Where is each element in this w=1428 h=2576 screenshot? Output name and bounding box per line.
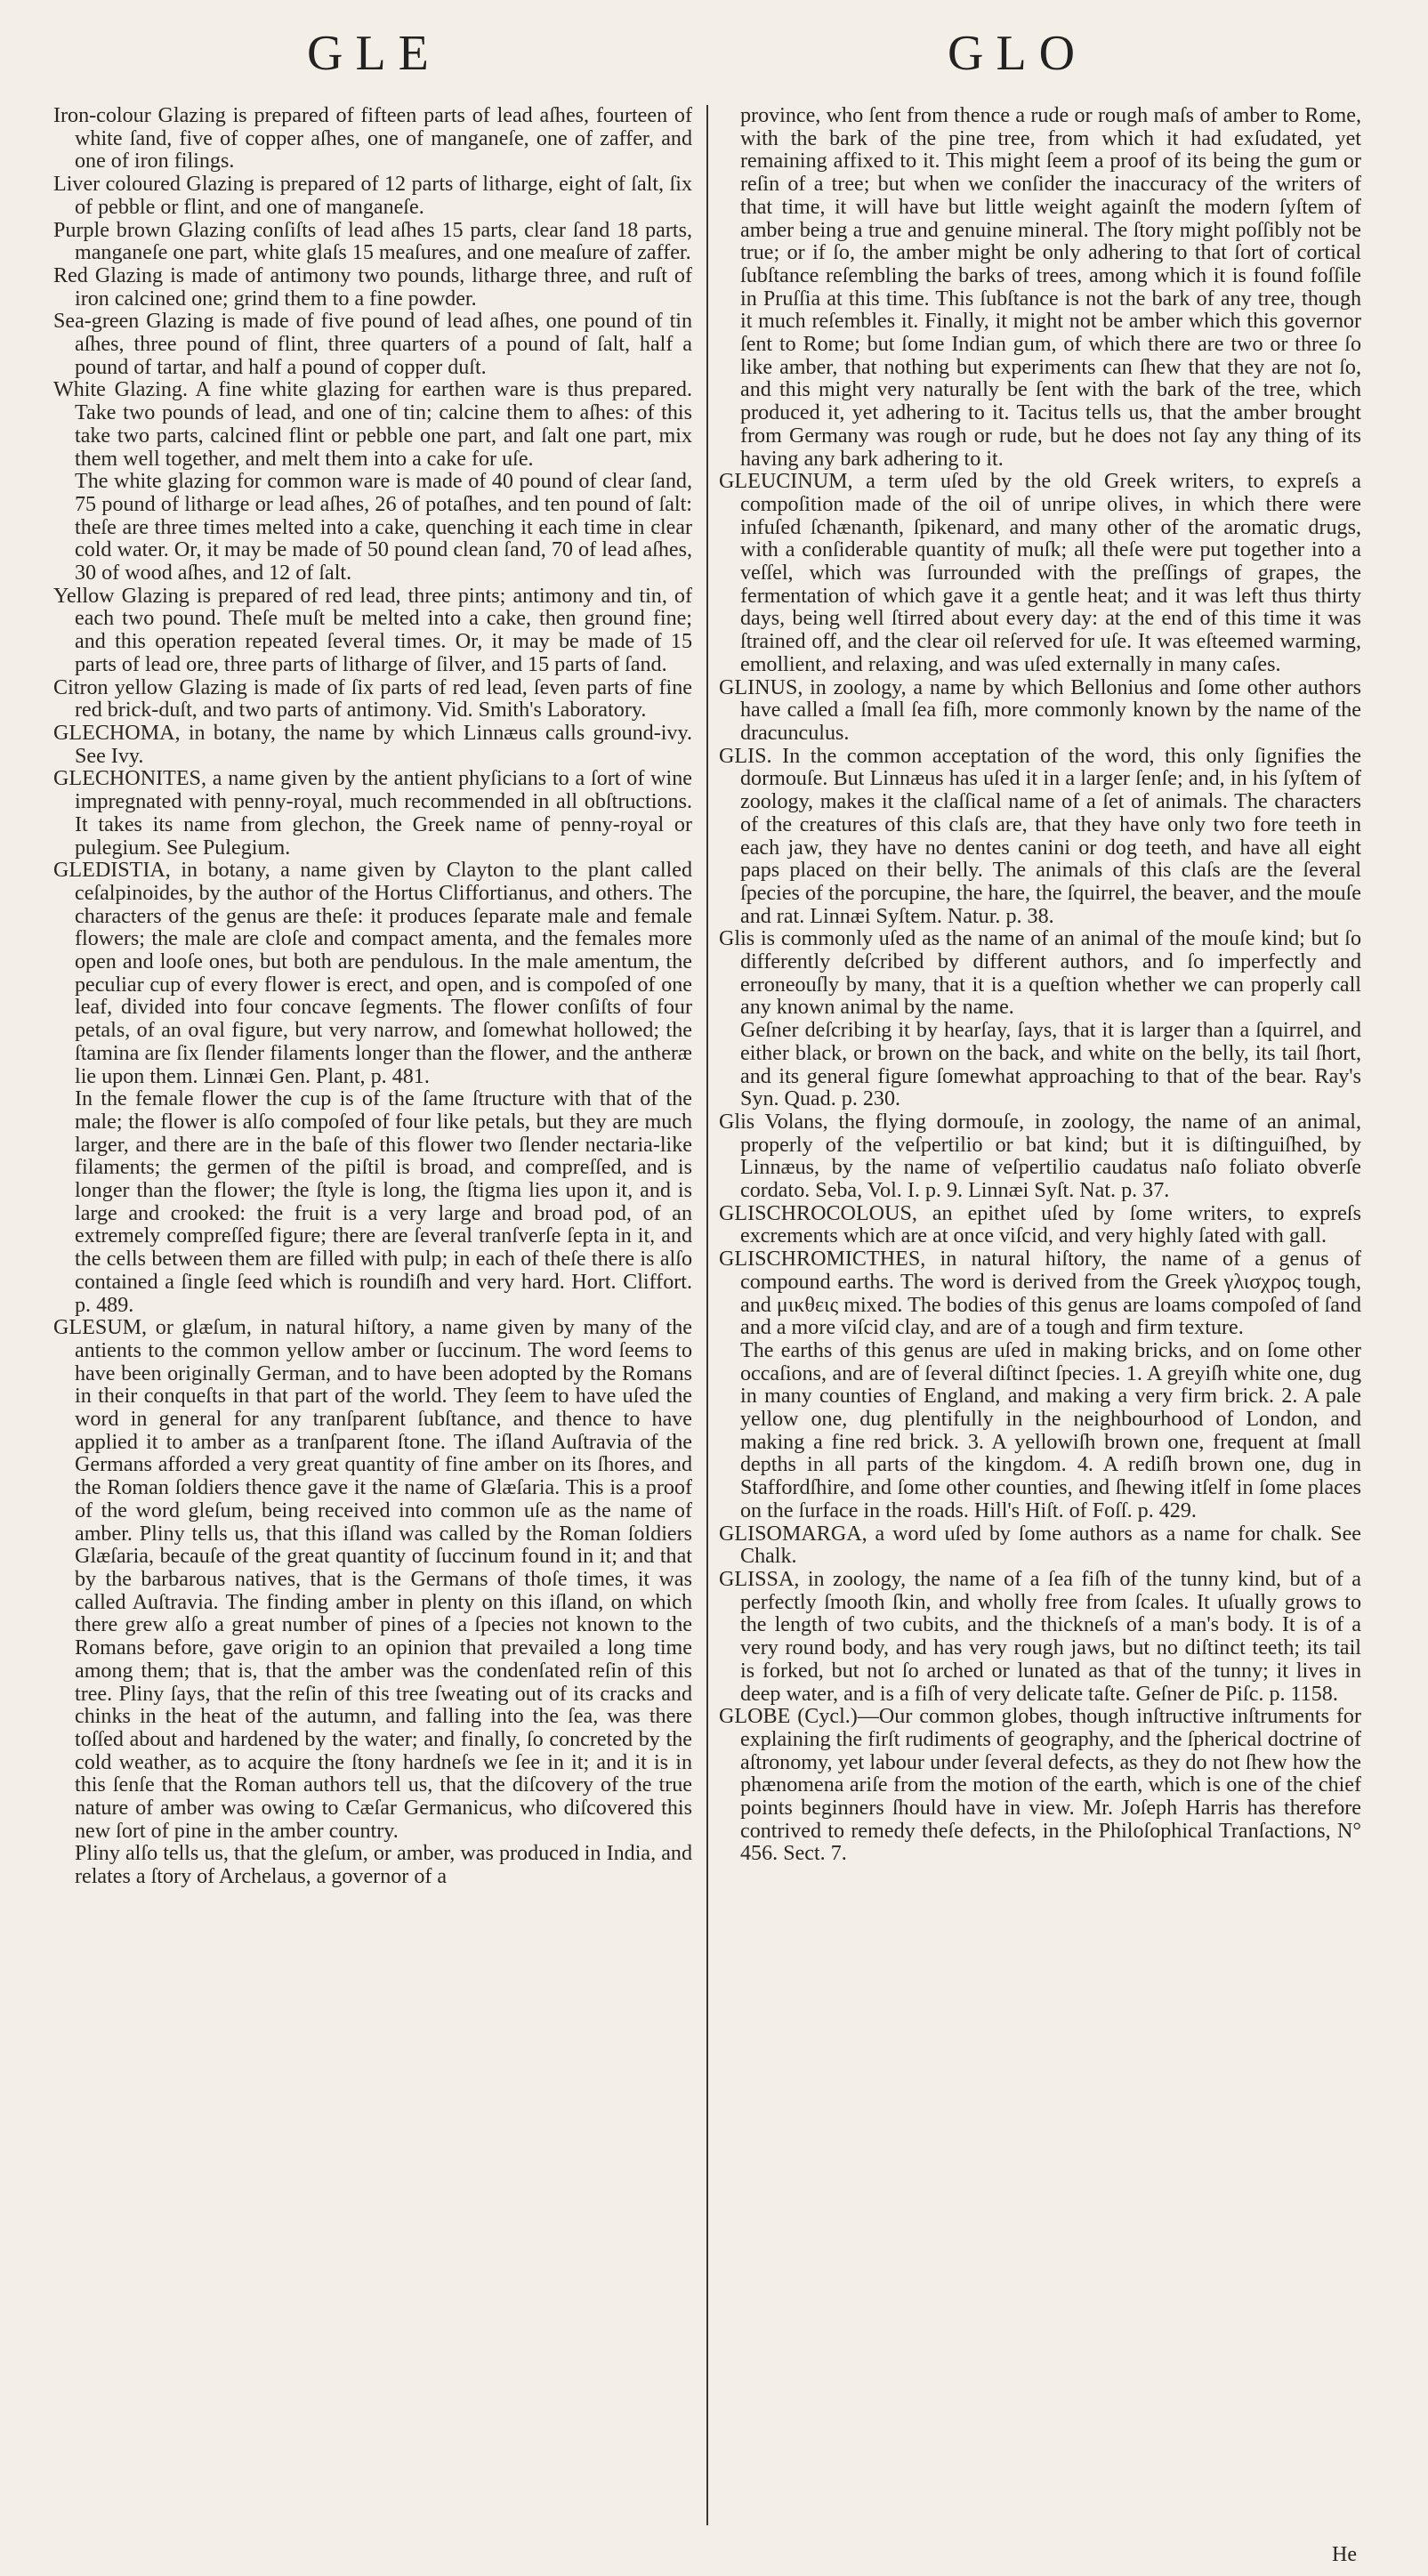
right-column	[719, 105, 1361, 2539]
entry-gleucinum: GLEUCINUM, a term uſed by the old Greek writers, to expreſs a compoſition made of the oil of unripe olives, in which there were infuſed ſchænanth, ſpikenard, and many other of the aromatic drugs, with a conſiderable quantity of muſk; all theſe were put together into a veſſel, which was ſurrounded with the preſſings of grapes, the fermentation of which gave it a gentle heat; and it was left thus thirty days, being well ſtirred about every day: at the end of this time it was ſtrained off, and the clear oil reſerved for uſe. It was eſteemed warming, emollient, and relaxing, and was uſed externally in many caſes.	[719, 470, 1361, 676]
entry-citron-yellow-glazing: Citron yellow Glazing is made of ſix parts of red lead, ſeven parts of fine red brick-duſt, and two parts of antimony. Vid. Smith's Laboratory.	[53, 675, 692, 723]
entry-glis: GLIS. In the common acceptation of the word, this only ſignifies the dormouſe. But Linnæus has uſed it in a larger ſenſe; and, in his ſyſtem of zoology, makes it the claſſical name of a ſet of animals. The characters of the creatures of this claſs are, that they have only two fore teeth in each jaw, they have no dentes canini or dog teeth, and have all eight paps placed on their belly. The animals of this claſs are the ſeveral ſpecies of the porcupine, the hare, the ſquirrel, the beaver, and the mouſe and rat. Linnæi Syſtem. Natur. p. 38.	[719, 744, 1361, 928]
entry-glischrocolous: GLISCHROCOLOUS, an epithet uſed by ſome writers, to expreſs excrements which are at once viſcid, and very highly ſated with gall.	[719, 1201, 1361, 1248]
entry-glis-mouse: Glis is commonly uſed as the name of an animal of the mouſe kind; but ſo differently deſcribed by different authors, and ſo imperfectly and erroneouſly by many, that it is a queſtion whether we can properly call any known animal by the name.	[719, 927, 1361, 1020]
entry-glechoma: GLECHOMA, in botany, the name by which Linnæus calls ground-ivy. See Ivy.	[53, 721, 692, 768]
entry-glesum: GLESUM, or glæſum, in natural hiſtory, a name given by many of the antients to the common yellow amber or ſuccinum. The word ſeems to have been originally German, and to have been adopted by the Romans in their conqueſts in that part of the world. They ſeem to have uſed the word in general for any tranſparent ſubſtance, and thence to have applied it to amber as a tranſparent ſtone. The iſland Auſtravia of the Germans afforded a very great quantity of fine amber on its ſhores, and the Roman ſoldiers thence gave it the name of Glæſaria. This is a proof of the word gleſum, being received into common uſe as the name of amber. Pliny tells us, that this iſland was called by the Roman ſoldiers Glæſaria, becauſe of the great quantity of ſuccinum found in it; and that by the barbarous natives, that is the Germans of thoſe times, it was called Auſtravia. The finding amber in plenty on this iſland, on which there grew alſo a great number of pines of a ſpecies not known to the Romans before, gave origin to an opinion that prevailed a long time among them; that is, that the amber was the condenſated reſin of this tree. Pliny ſays, that the reſin of this tree ſweating out of its cracks and chinks in the heat of the autumn, and falling into the ſea, was there toſſed about and hardened by the water; and finally, ſo concreted by the cold weather, as to acquire the ſtony hardneſs we ſee in it; and it is in this ſenſe that the Roman authors tell us, that the diſcovery of the true nature of amber was owing to Cæſar Germanicus, who diſcovered this new ſort of pine in the amber country.	[53, 1316, 692, 1843]
entry-gledistia-female: In the female flower the cup is of the ſame ſtructure with that of the male; the flower is alſo compoſed of four like petals, but they are much larger, and there are in the baſe of this flower two ſlender nectaria-like filaments; the germen of the piſtil is broad, and compreſſed, and is longer than the flower; the ſtyle is long, the ſtigma lies upon it, and is large and crooked: the fruit is a very large and broad pod, of an extremely compreſſed figure; there are ſeveral tranſverſe ſepta in it, and the cells between them are filled with pulp; in each of theſe there is alſo contained a ſingle ſeed which is roundiſh and very hard. Hort. Cliffort. p. 489.	[75, 1087, 692, 1317]
entry-purple-brown-glazing: Purple brown Glazing conſiſts of lead aſhes 15 parts, clear ſand 18 parts, manganeſe one part, white glaſs 15 meaſures, and one meaſure of zaffer.	[53, 218, 692, 265]
entry-glisomarga: GLISOMARGA, a word uſed by ſome authors as a name for chalk. See Chalk.	[719, 1522, 1361, 1569]
entry-glissa: GLISSA, in zoology, the name of a ſea fiſh of the tunny kind, but of a perfectly ſmooth ſkin, and wholly free from ſcales. It uſually grows to the length of two cubits, and the thickneſs of a man's body. It is of a very round body, and has very rough jaws, but no diſtinct teeth; its tail is forked, but not ſo arched or lunated as that of the tunny; it lives in deep water, and is a fiſh of very delicate taſte. Geſner de Piſc. p. 1158.	[719, 1568, 1361, 1706]
entry-white-glazing: White Glazing. A fine white glazing for earthen ware is thus prepared. Take two pounds of lead, and one of tin; calcine them to aſhes: of this take two parts, calcined flint or pebble one part, and ſalt one part, mix them well together, and melt them into a cake for uſe.	[53, 378, 692, 471]
entry-iron-colour-glazing: Iron-colour Glazing is prepared of fifteen parts of lead aſhes, fourteen of white ſand, five of copper aſhes, one of manganeſe, one of zaffer, and one of iron filings.	[53, 105, 692, 174]
entry-glesum-pliny: Pliny alſo tells us, that the gleſum, or amber, was produced in India, and relates a ſtory of Archelaus, a governor of a	[75, 1842, 692, 1889]
entry-glis-gesner: Geſner deſcribing it by hearſay, ſays, that it is larger than a ſquirrel, and either black, or brown on the back, and white on the belly, its tail ſhort, and its general figure ſomewhat approaching to that of the bear. Ray's Syn. Quad. p. 230.	[740, 1019, 1361, 1111]
entry-glinus: GLINUS, in zoology, a name by which Bellonius and ſome other authors have called a ſmall ſea fiſh, more commonly known by the name of the dracunculus.	[719, 675, 1361, 745]
catchword: He	[1332, 2543, 1357, 2566]
entry-sea-green-glazing: Sea-green Glazing is made of five pound of lead aſhes, one pound of tin aſhes, three pound of flint, three quarters of a pound of ſalt, half a pound of tartar, and half a pound of copper duſt.	[53, 310, 692, 379]
entry-liver-coloured-glazing: Liver coloured Glazing is prepared of 12 parts of litharge, eight of ſalt, ſix of pebble or flint, and one of manganeſe.	[53, 173, 692, 219]
entry-glis-volans: Glis Volans, the flying dormouſe, in zoology, the name of an animal, properly of the veſpertilio or bat kind; but it is diſtinguiſhed, by Linnæus, by the name of veſpertilio caudatus naſo foliato obverſe cordato. Seba, Vol. I. p. 9. Linnæi Syſt. Nat. p. 37.	[719, 1110, 1361, 1203]
entry-glischromicthes-earths: The earths of this genus are uſed in making bricks, and on ſome other occaſions, and are of ſeveral diſtinct ſpecies. 1. A greyiſh white one, dug in many counties of England, and making a very firm brick. 2. A pale yellow one, dug plentifully in the neighbourhood of London, and making a fine red brick. 3. A yellowiſh brown one, frequent at ſmall depths in all parts of the kingdom. 4. A rediſh brown one, dug in Staffordſhire, and ſome other counties, and ſhewing itſelf in ſome places on the ſurface in the roads. Hill's Hiſt. of Foſſ. p. 429.	[740, 1338, 1361, 1522]
entry-yellow-glazing: Yellow Glazing is prepared of red lead, three pints; antimony and tin, of each two pound. Theſe muſt be melted into a cake, then ground fine; and this operation repeated ſeveral times. Or, it may be made of 15 parts of lead ore, three parts of litharge of ſilver, and 15 parts of ſand.	[53, 584, 692, 676]
entry-red-glazing: Red Glazing is made of antimony two pounds, litharge three, and ruſt of iron calcined one; grind them to a fine powder.	[53, 263, 692, 311]
running-head-right: GLO	[948, 26, 1088, 81]
left-column	[53, 105, 692, 2539]
entry-glesum-continued: province, who ſent from thence a rude or rough maſs of amber to Rome, with the bark of the pine tree, from which it had exſudated, yet remaining affixed to it. This might ſeem a proof of its being the gum or reſin of a tree; but when we conſider the inaccuracy of the writers of that time, it will have but little weight againſt the modern ſyſtem of amber being a true and genuine mineral. The ſtory might poſſibly not be true; or if ſo, the amber might be only adhering to that ſort of cortical ſubſtance reſembling the barks of trees, among which it is found foſſile in Pruſſia at this time. This ſubſtance is not the bark of any tree, though it much reſembles it. Finally, it might not be amber which this governor ſent to Rome; but ſome Indian gum, of which there are two or three ſo like amber, that nothing but experiments can ſhew that they are not ſo, and this might very naturally be ſent with the bark of the tree, which produced it, yet adhering to it. Tacitus tells us, that the amber brought from Germany was rough or rude, but he does not ſay any thing of its having any bark adhering to it.	[740, 105, 1361, 471]
column-divider	[706, 105, 708, 2525]
entry-glechonites: GLECHONITES, a name given by the antient phyſicians to a ſort of wine impregnated with penny-royal, much recommended in all obſtructions. It takes its name from glechon, the Greek name of penny-royal or pulegium. See Pulegium.	[53, 767, 692, 860]
running-head-left: GLE	[307, 26, 441, 81]
entry-globe: GLOBE (Cycl.)—Our common globes, though inſtructive inſtruments for explaining the firſt rudiments of geography, and the ſpherical doctrine of aſtronomy, yet labour under ſeveral defects, as they do not ſhew how the phænomena ariſe from the motion of the earth, which is one of the chief points beginners ſhould have in view. Mr. Joſeph Harris has therefore contrived to remedy theſe defects, in the Philoſophical Tranſactions, N° 456. Sect. 7.	[719, 1705, 1361, 1866]
entry-gledistia: GLEDISTIA, in botany, a name given by Clayton to the plant called ceſalpinoides, by the author of the Hortus Cliffortianus, and others. The characters of the genus are theſe: it produces ſeparate male and female flowers; the male are cloſe and compact amenta, and the females more open and looſe ones, but both are pendulous. In the male amentum, the peculiar cup of every flower is erect, and open, and is compoſed of one leaf, divided into four concave ſegments. The flower conſiſts of four petals, of an oval figure, but very narrow, and ſomewhat hollowed; the ſtamina are ſix ſlender filaments longer than the flower, and the antheræ lie upon them. Linnæi Gen. Plant, p. 481.	[53, 859, 692, 1088]
entry-glischromicthes: GLISCHROMICTHES, in natural hiſtory, the name of a genus of compound earths. The word is derived from the Greek γλισχρος tough, and μικθεις mixed. The bodies of this genus are loams compoſed of ſand and a more viſcid clay, and are of a tough and firm texture.	[719, 1248, 1361, 1340]
entry-white-glazing-common: The white glazing for common ware is made of 40 pound of clear ſand, 75 pound of litharge or lead aſhes, 26 of potaſhes, and ten pound of ſalt: theſe are three times melted into a cake, quenching it each time in clear cold water. Or, it may be made of 50 pound clean ſand, 70 of lead aſhes, 30 of wood aſhes, and 12 of ſalt.	[75, 470, 692, 585]
